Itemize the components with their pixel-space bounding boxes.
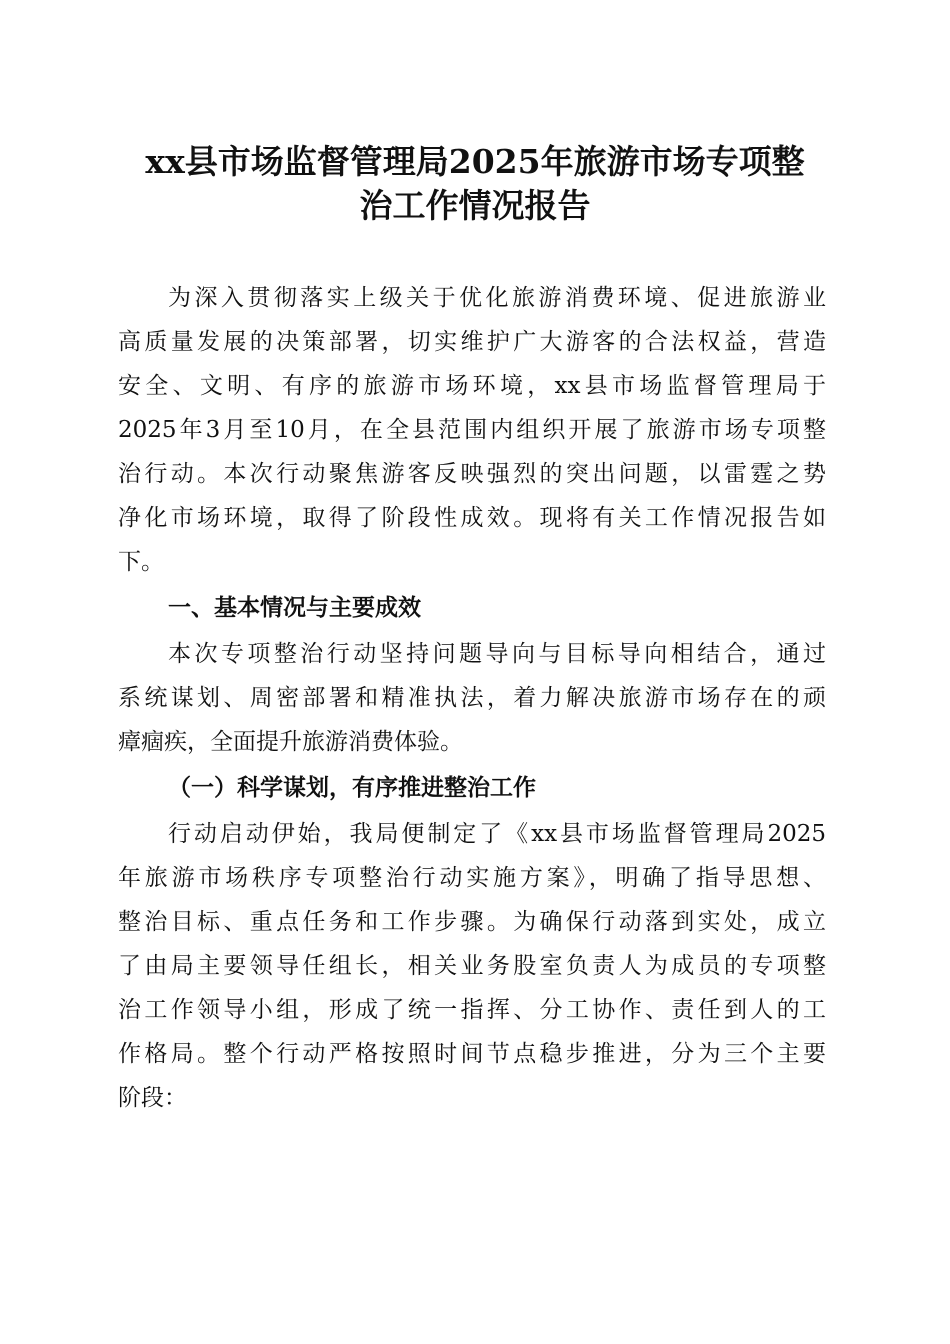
paragraph-3-line-1: 行动启动伊始，我局便制定了《xx县市场监督管理局2025 (168, 821, 826, 847)
paragraph-2-line-2: 系统谋划、周密部署和精准执法，着力解决旅游市场存在的顽 (118, 685, 826, 711)
paragraph-3-line-6: 作格局。整个行动严格按照时间节点稳步推进，分为三个主要 (118, 1041, 826, 1067)
section-heading-1: 一、基本情况与主要成效 (168, 595, 421, 621)
paragraph-1-line-3: 安全、文明、有序的旅游市场环境，xx县市场监督管理局于 (118, 373, 826, 399)
paragraph-2-line-3: 瘴痼疾，全面提升旅游消费体验。 (118, 729, 463, 755)
document-title-line-2: 治工作情况报告 (359, 186, 591, 225)
paragraph-3-line-2: 年旅游市场秩序专项整治行动实施方案》，明确了指导思想、 (118, 865, 826, 891)
paragraph-3-line-5: 治工作领导小组，形成了统一指挥、分工协作、责任到人的工 (118, 997, 826, 1023)
paragraph-3-line-7: 阶段： (118, 1085, 187, 1111)
paragraph-1-line-6: 净化市场环境，取得了阶段性成效。现将有关工作情况报告如 (118, 505, 826, 531)
paragraph-1-line-1: 为深入贯彻落实上级关于优化旅游消费环境、促进旅游业 (168, 285, 826, 311)
paragraph-2-line-1: 本次专项整治行动坚持问题导向与目标导向相结合，通过 (168, 641, 826, 667)
paragraph-1-line-2: 高质量发展的决策部署，切实维护广大游客的合法权益，营造 (118, 329, 826, 355)
document-title-line-1: xx县市场监督管理局2025年旅游市场专项整 (145, 142, 805, 181)
paragraph-1-line-7: 下。 (118, 549, 164, 575)
paragraph-1-line-4: 2025年3月至10月，在全县范围内组织开展了旅游市场专项整 (118, 417, 826, 443)
paragraph-1-line-5: 治行动。本次行动聚焦游客反映强烈的突出问题，以雷霆之势 (118, 461, 826, 487)
paragraph-3-line-3: 整治目标、重点任务和工作步骤。为确保行动落到实处，成立 (118, 909, 826, 935)
subsection-heading-1: （一）科学谋划，有序推进整治工作 (168, 775, 536, 801)
paragraph-3-line-4: 了由局主要领导任组长，相关业务股室负责人为成员的专项整 (118, 953, 826, 979)
